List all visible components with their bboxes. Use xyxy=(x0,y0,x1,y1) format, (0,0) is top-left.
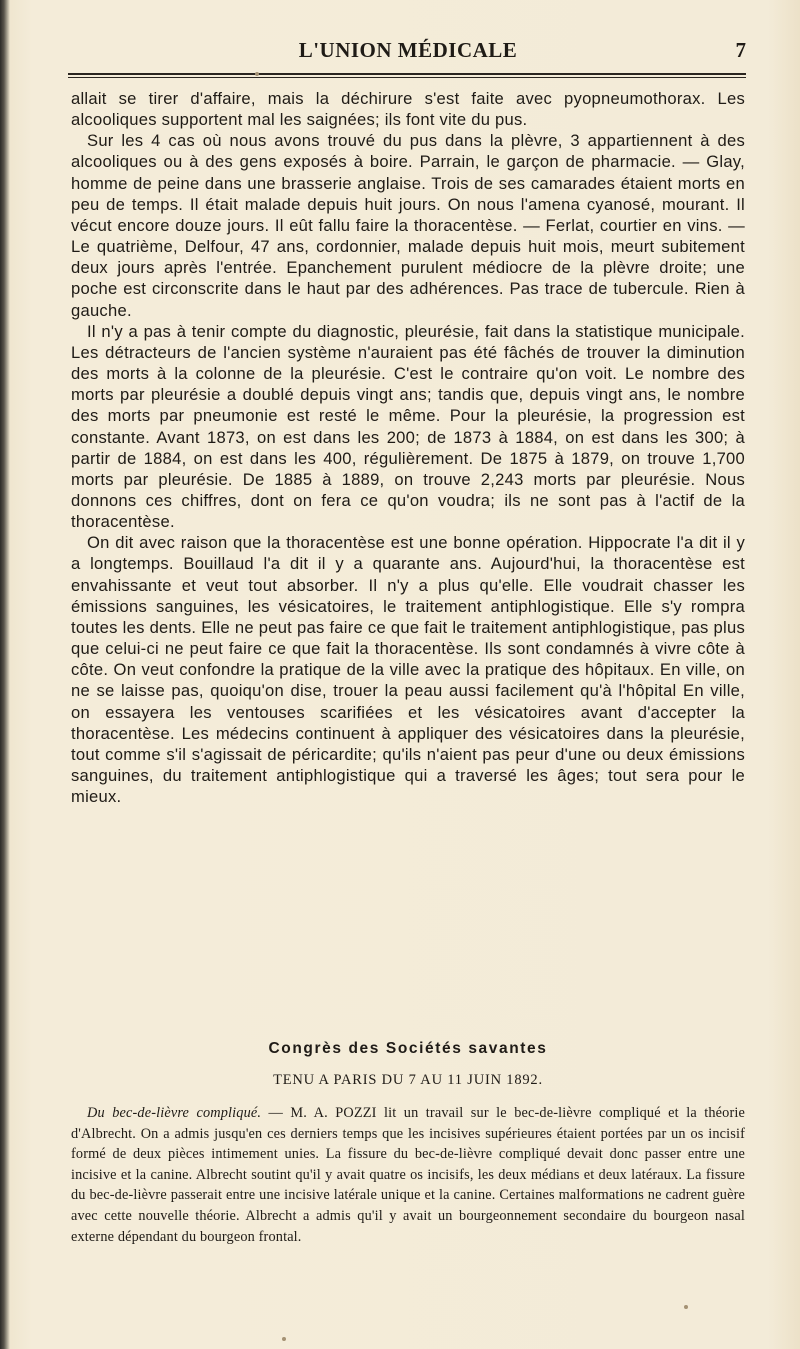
congress-report xyxy=(71,1103,745,1247)
section-title: Congrès des Sociétés savantes xyxy=(268,1040,548,1057)
running-header xyxy=(70,38,746,68)
section-subtitle: TENU A PARIS DU 7 AU 11 JUIN 1892. xyxy=(273,1072,543,1088)
header-rule xyxy=(68,73,746,78)
report-text: — M. A. POZZI lit un travail sur le bec-de-lièvre compliqué et la théorie d'Albrecht. On a admis jusqu'en ces derniers temps que les incisives supérieures étaient portées par un os incisif formé de deux pièces intimement unies. La fissure du bec-de-lièvre compliqué devait donc passer entre une incisive et la canine. Albrecht soutint qu'il y avait quatre os incisifs, les deux médians et deux latéraux. La fissure du bec-de-lièvre passerait entre une incisive latérale unique et la canine. Certaines malformations ne cadrent guère avec cette nouvelle théorie. Albrecht a admis qu'il y avait un bourgeonnement secondaire du bourgeon nasal externe dépendant du bourgeon frontal. xyxy=(71,1105,745,1245)
paragraph: Sur les 4 cas où nous avons trouvé du pus dans la plèvre, 3 appartiennent à des alcooliques ou à des gens exposés à boire. Parrain, le garçon de pharmacie. — Glay, homme de peine dans une brasserie anglaise. Trois de ses camarades étaient morts en peu de temps. Il était malade depuis huit jours. On nous l'amena cyanosé, mourant. Il vécut encore douze jours. Il eût fallu faire la thoracentèse. — Ferlat, courtier en vins. — Le quatrième, Delfour, 47 ans, cordonnier, malade depuis huit mois, meurt subitement deux jours après l'entrée. Epanchement purulent médiocre de la plèvre droite; une poche est circonscrite dans le haut par des adhérences. Pas trace de tubercule. Rien à gauche. xyxy=(71,131,745,320)
ink-spot xyxy=(282,1337,286,1341)
report-paragraph xyxy=(71,1103,745,1247)
journal-title: L'UNION MÉDICALE xyxy=(298,38,518,62)
paragraph: On dit avec raison que la thoracentèse est une bonne opération. Hippocrate l'a dit il y a longtemps. Bouillaud l'a dit il y a quarante ans. Aujourd'hui, la thoracentèse est envahissante et veut tout absorber. Il n'y a plus qu'elle. Elle voudrait chasser les émissions sanguines, les vésicatoires, le traitement antiphlogistique. Elle s'y rompra toutes les dents. Elle ne peut pas faire ce que fait le traitement antiphlogistique, pas plus que celui-ci ne peut faire ce que fait la thoracentèse. Ils sont condamnés à vivre côte à côte. On veut confondre la pratique de la ville avec la pratique des hôpitaux. En ville, on ne se laisse pas, quoiqu'on dise, trouer la peau aussi facilement qu'à l'hôpital En ville, on essayera les ventouses scarifiées et les vésicatoires avant d'accepter la thoracentèse. Les médecins continuent à appliquer des vésicatoires dans la pleurésie, tout comme s'il s'agissait de péricardite; qu'ils n'aient pas peur d'une ou deux émissions sanguines, du traitement antiphlogistique qui a traversé les âges; tout sera pour le mieux. xyxy=(71,533,745,807)
binding-edge xyxy=(0,0,10,1349)
report-heading: Du bec-de-lièvre compliqué. xyxy=(87,1105,262,1121)
paragraph: Il n'y a pas à tenir compte du diagnostic, pleurésie, fait dans la statistique municipale. Les détracteurs de l'ancien système n'auraient pas été fâchés de trouver la diminution des morts à la colonne de la pleurésie. C'est le contraire qu'on voit. Le nombre des morts par pleurésie a doublé depuis vingt ans; tandis que, depuis vingt ans, le nombre des morts par pneumonie est resté le même. Pour la pleurésie, la progression est constante. Avant 1873, on est dans les 200; de 1873 à 1884, on est dans les 300; à partir de 1884, on est dans les 400, régulièrement. De 1875 à 1879, on trouve 1,700 morts par pleurésie. De 1885 à 1889, on trouve 2,243 morts par pleurésie. Nous donnons ces chiffres, dont on fera ce qu'on voudra; ils ne sont pas à l'actif de la thoracentèse. xyxy=(71,321,745,532)
ink-spot xyxy=(684,1305,688,1309)
page-number: 7 xyxy=(735,38,746,62)
article-body xyxy=(71,88,745,807)
ink-spot xyxy=(255,72,259,76)
paragraph: allait se tirer d'affaire, mais la déchirure s'est faite avec pyopneumothorax. Les alcooliques supportent mal les saignées; ils font vite du pus. xyxy=(71,89,745,130)
